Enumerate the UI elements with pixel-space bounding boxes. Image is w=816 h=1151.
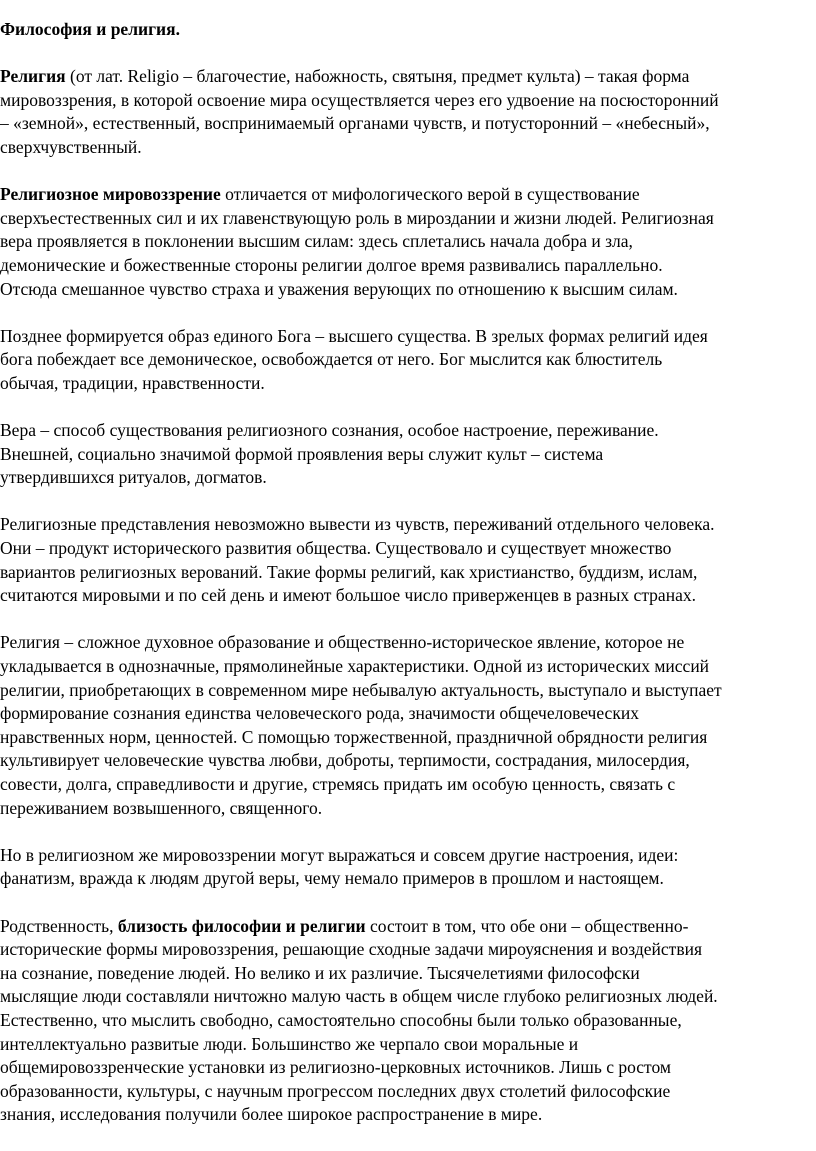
term-religious-worldview: Религиозное мировоззрение [0, 184, 221, 205]
paragraph-line: обычая, традиции, нравственности. [0, 372, 265, 393]
paragraph-line: совести, долга, справедливости и другие, стремясь придать им особую ценность, связать с [0, 774, 676, 794]
paragraph-line: Внешней, социально значимой формой проявления веры служит культ – система [0, 443, 604, 464]
paragraph-religious-worldview [0, 183, 816, 301]
paragraph-line: религии, приобретающих в современном мире небывалую актуальность, выступало и выступает [0, 679, 722, 700]
paragraph-line: на сознание, поведение людей. Но велико и их различие. Тысячелетиями философски [0, 962, 640, 983]
paragraph-line: Естественно, что мыслить свободно, самостоятельно способны были только образованные, [0, 1009, 682, 1030]
paragraph-line: переживанием возвышенного, священного. [0, 797, 323, 818]
paragraph-philosophy-religion-kinship [0, 915, 816, 1127]
paragraph-religion-complex [0, 631, 816, 820]
paragraph-line: вера проявляется в поклонении высшим силам: здесь сплетались начала добра и зла, [0, 231, 633, 252]
paragraph-line: Религия – сложное духовное образование и общественно-историческое явление, которое не [0, 632, 685, 653]
paragraph-line: демонические и божественные стороны религии долгое время развивались параллельно. [0, 254, 663, 275]
paragraph-line: Но в религиозном же мировоззрении могут выражаться и совсем другие настроения, идеи: [0, 844, 679, 865]
paragraph-line: сверхчувственный. [0, 136, 142, 157]
paragraph-line: общемировоззренческие установки из религиозно-церковных источников. Лишь с ростом [0, 1057, 671, 1078]
paragraph-line: нравственных норм, ценностей. С помощью торжественной, праздничной обрядности религия [0, 726, 708, 747]
paragraph-line: знания, исследования получили более широкое распространение в мире. [0, 1104, 543, 1125]
paragraph-text: (от лат. Religio – благочестие, набожность, святыня, предмет культа) – такая форма [65, 66, 690, 87]
paragraph-religious-ideas [0, 513, 816, 607]
paragraph-line: мировоззрения, в которой освоение мира осуществляется через его удвоение на посюсторонний [0, 89, 719, 110]
paragraph-line: – «земной», естественный, воспринимаемый органами чувств, и потусторонний – «небесный», [0, 113, 710, 134]
paragraph-line: бога побеждает все демоническое, освобождается от него. Бог мыслится как блюститель [0, 349, 663, 370]
paragraph-line: фанатизм, вражда к людям другой веры, чему немало примеров в прошлом и настоящем. [0, 868, 664, 889]
paragraph-line: Позднее формируется образ единого Бога – высшего существа. В зрелых формах религий идея [0, 325, 708, 346]
paragraph-line [0, 183, 816, 207]
paragraph-line: считаются мировыми и по сей день и имеют большое число приверженцев в разных странах. [0, 585, 696, 606]
paragraph-line: формирование сознания единства человеческого рода, значимости общечеловеческих [0, 703, 639, 724]
paragraph-line: культивирует человеческие чувства любви, доброты, терпимости, сострадания, милосердия, [0, 750, 690, 771]
paragraph-line: укладывается в однозначные, прямолинейные характеристики. Одной из исторических миссий [0, 656, 710, 677]
paragraph-line: интеллектуально развитые люди. Большинство же черпало свои моральные и [0, 1033, 579, 1054]
paragraph-text: состоит в том, что обе они – общественно- [365, 915, 689, 936]
paragraph-text: Родственность, [0, 915, 118, 936]
paragraph-line: Вера – способ существования религиозного сознания, особое настроение, переживание. [0, 420, 659, 441]
paragraph-text: отличается от мифологического верой в существование [220, 184, 640, 205]
term-religion: Религия [0, 66, 66, 87]
paragraph-line [0, 915, 816, 939]
paragraph-faith [0, 419, 816, 490]
paragraph-line: утвердившихся ритуалов, догматов. [0, 467, 267, 488]
term-philosophy-religion-closeness: близость философии и религии [117, 915, 366, 936]
paragraph-line: образованности, культуры, с научным прогрессом последних двух столетий философские [0, 1080, 671, 1101]
paragraph-line: исторические формы мировоззрения, решающие сходные задачи мироуяснения и воздействия [0, 939, 702, 960]
paragraph-line: мыслящие люди составляли ничтожно малую часть в общем числе глубоко религиозных людей. [0, 986, 718, 1007]
paragraph-line: Отсюда смешанное чувство страха и уважения верующих по отношению к высшим силам. [0, 278, 678, 299]
paragraph-religion-definition [0, 65, 816, 159]
paragraph-line [0, 65, 816, 89]
paragraph-fanaticism [0, 844, 816, 891]
document-title: Философия и религия. [0, 19, 180, 39]
paragraph-line: Религиозные представления невозможно вывести из чувств, переживаний отдельного человека. [0, 514, 715, 535]
document-page [0, 18, 816, 1151]
paragraph-line: сверхъестественных сил и их главенствующую роль в мироздании и жизни людей. Религиозная [0, 207, 714, 228]
paragraph-line: вариантов религиозных верований. Такие формы религий, как христианство, буддизм, ислам, [0, 561, 698, 582]
paragraph-one-god [0, 325, 816, 396]
paragraph-line: Они – продукт исторического развития общества. Существовало и существует множество [0, 538, 672, 559]
